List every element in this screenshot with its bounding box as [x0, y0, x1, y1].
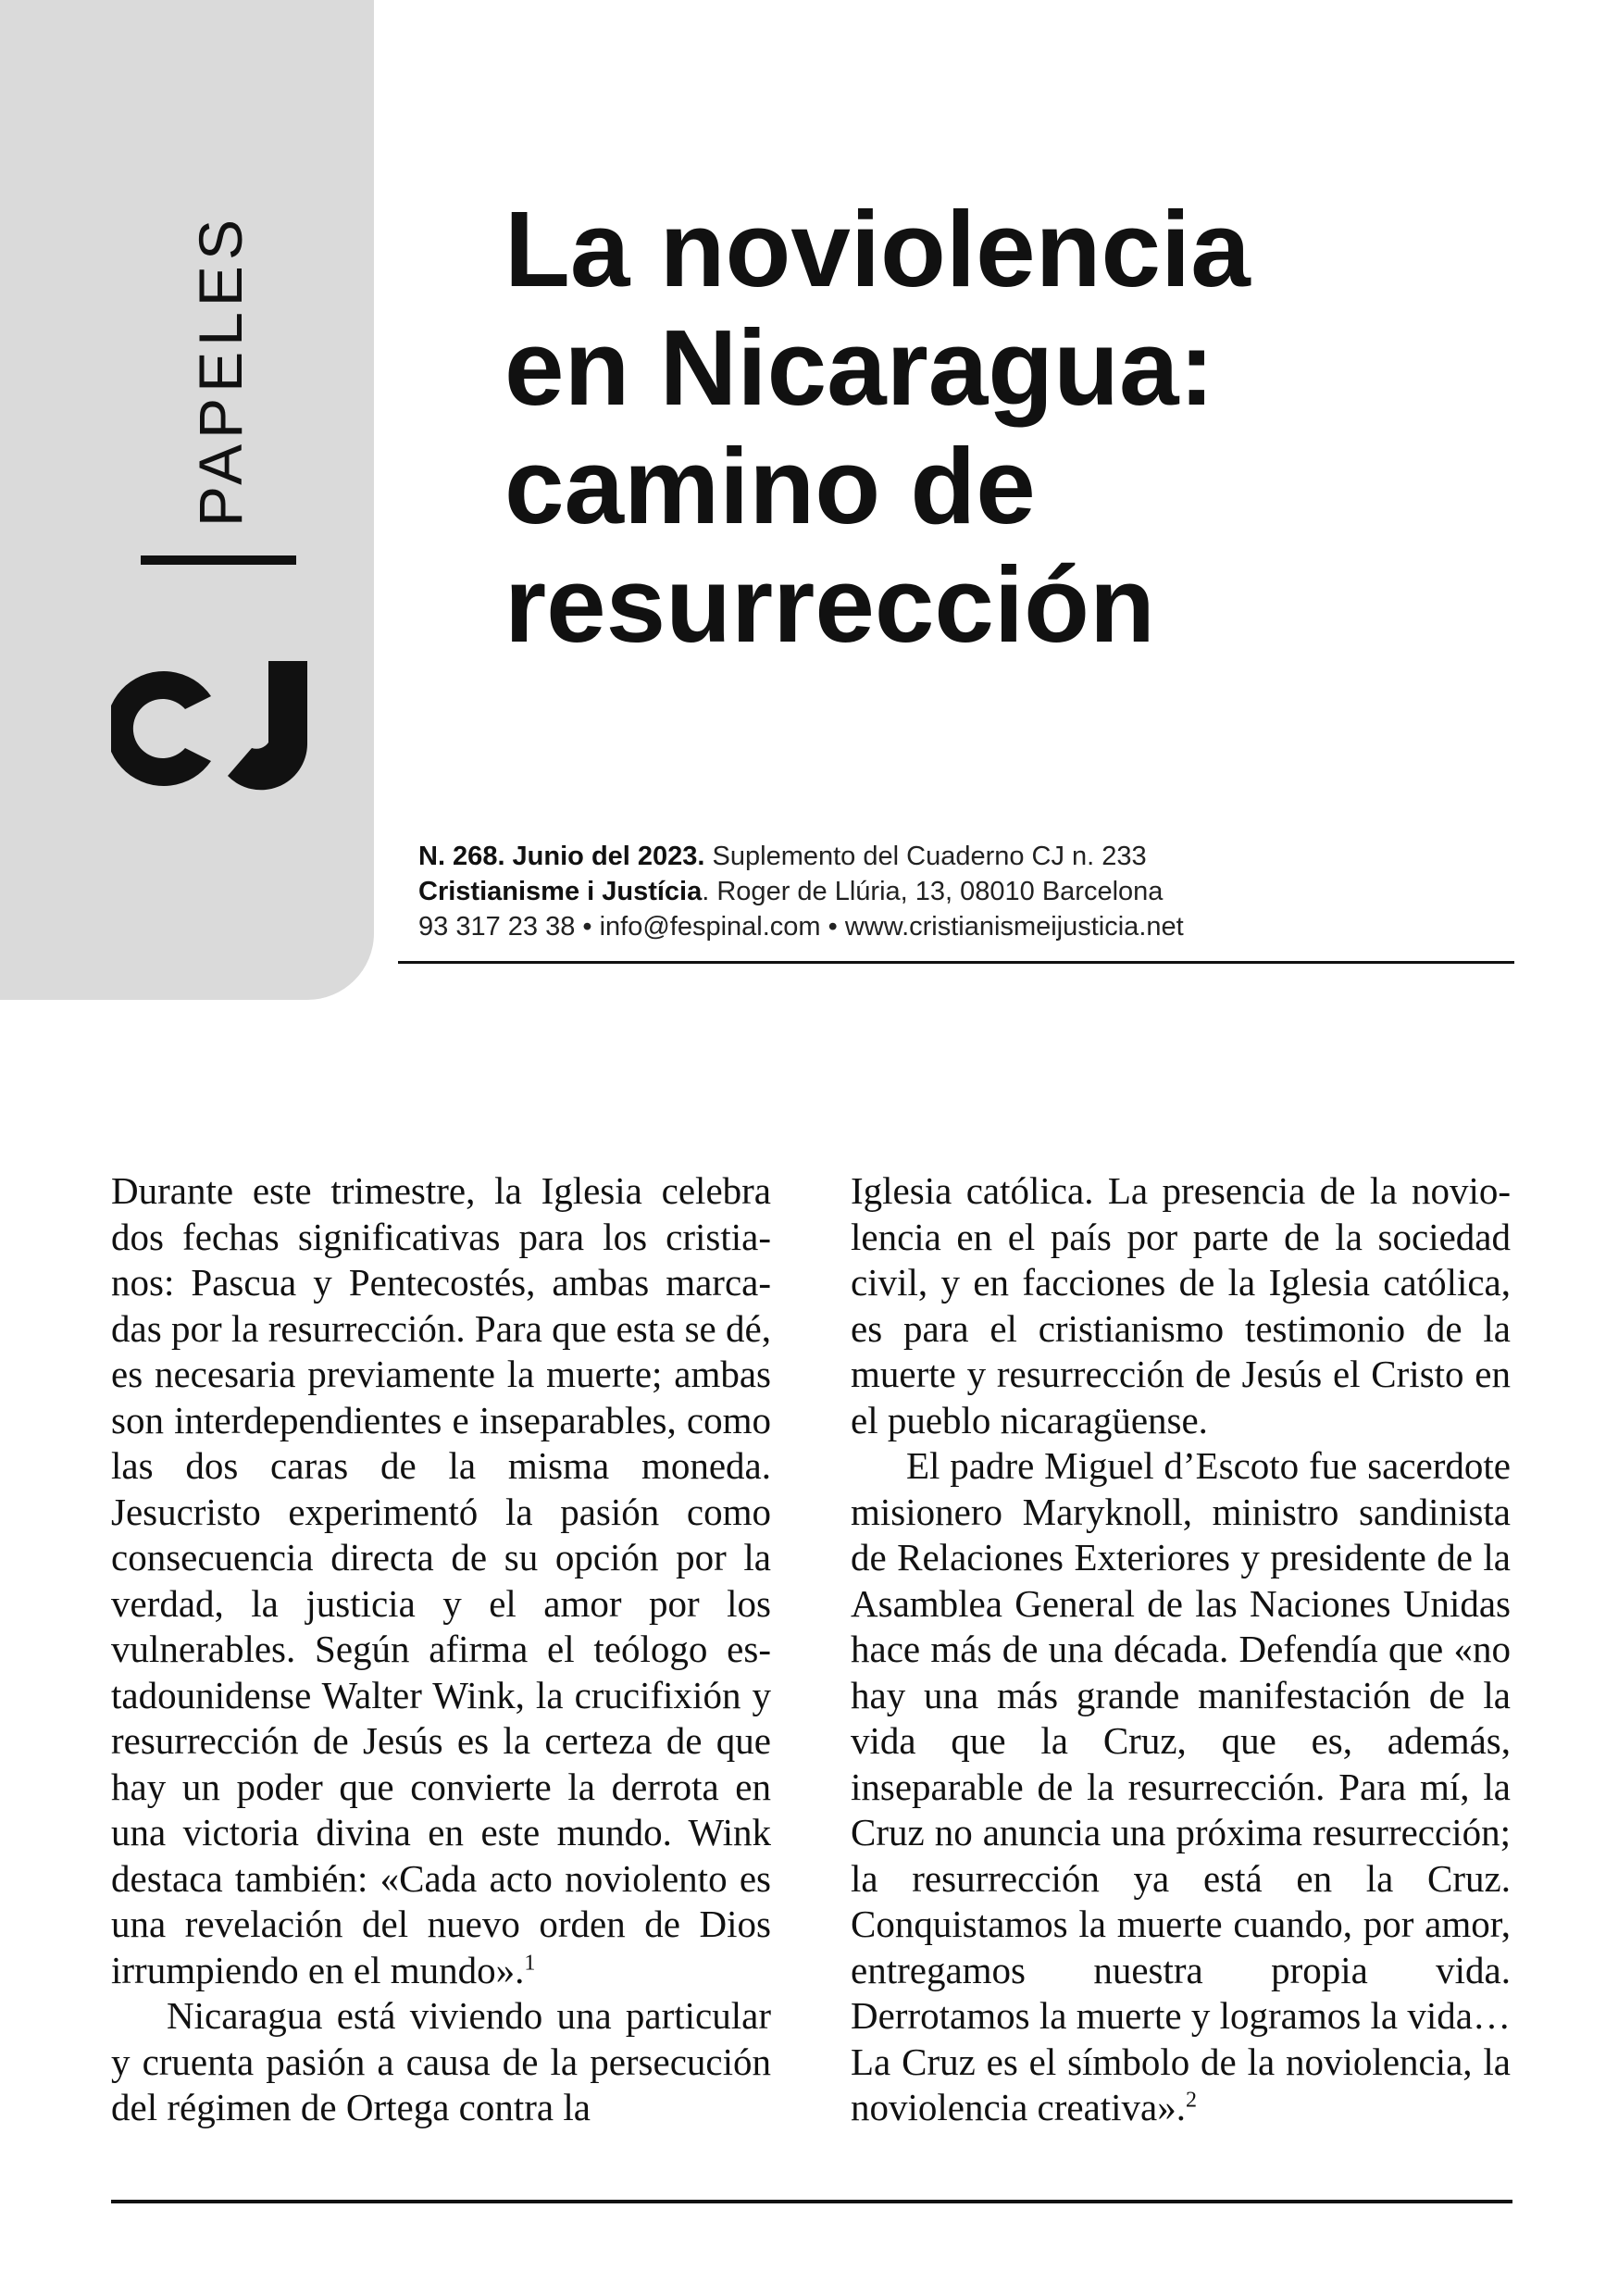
logo-letter-j [228, 661, 307, 790]
title-line: La noviolencia [504, 189, 1251, 309]
paragraph: Iglesia católica. La presencia de la noviolencia en el país por parte de la sociedad civil, y en facciones de la Iglesia católica, es para el cristianismo testimonio de la muerte y resurrección de Jesús el Cristo en el pueblo nicaragüense. [851, 1169, 1511, 1441]
paragraph [111, 1168, 771, 1993]
paragraph-text: Durante este trimestre, la Iglesia celebra dos fechas significativas para los cristianos: Pascua y Pentecostés, ambas marcadas por la resurrección. Para que esta se dé, es necesaria previamente la muerte; ambas son interdependientes e inseparables, como las dos caras de la misma moneda. Jesucristo experimentó la pasión como consecuencia directa de su opción por la verdad, la justicia y el amor por los vulnerables. Según afirma el teólogo estadounidense Walter Wink, la crucifixión y resurrección de Jesús es la certeza de que hay un poder que convierte la derrota en una victoria divina en este mundo. Wink destaca también: «Cada acto noviolento es una revelación del nuevo orden de Dios irrumpiendo en el mundo». [111, 1169, 771, 1991]
issue-number: N. 268. Junio del 2023. [418, 842, 705, 871]
logo-letter-c [111, 671, 211, 786]
publisher-name: Cristianisme i Justícia [418, 877, 703, 906]
title-line: resurrección [504, 544, 1155, 665]
footer-divider [111, 2200, 1512, 2203]
title-line: en Nicaragua: [504, 307, 1215, 428]
supplement-text: Suplemento del Cuaderno CJ n. 233 [704, 842, 1147, 871]
cj-logo [111, 659, 333, 798]
paragraph [851, 1443, 1511, 2131]
footnote-ref: 1 [524, 1950, 536, 1975]
series-label: PAPELES [186, 214, 255, 527]
paragraph-text: El padre Miguel d’Escoto fue sacerdote misionero Maryknoll, ministro sandinista de Relaciones Exteriores y presidente de la Asamblea General de las Naciones Unidas hace más de una década. Defendía que «no hay una más grande manifestación de la vida que la Cruz, que es, además, inseparable de la resurrección. Para mí, la Cruz no anuncia una próxima resurrección; la resurrección ya está en la Cruz. Conquistamos la muerte cuando, por amor, entregamos nuestra propia vida. Derrotamos la muerte y logramos la vida… La Cruz es el símbolo de la noviolencia, la noviolencia creativa». [851, 1444, 1511, 2128]
footnote-ref: 2 [1186, 2088, 1197, 2113]
meta-divider [398, 961, 1514, 964]
paragraph: Nicaragua está viviendo una particular y cruenta pasión a causa de la persecución del régimen de Ortega contra la [111, 1994, 771, 2128]
title-line: camino de [504, 426, 1036, 546]
publication-info [418, 839, 1511, 944]
page-title [504, 190, 1251, 664]
publisher-address: . Roger de Llúria, 13, 08010 Barcelona [702, 877, 1164, 906]
body-column-left [111, 1168, 771, 2131]
series-rule [141, 555, 296, 565]
publisher-line [418, 874, 1511, 909]
issue-line [418, 839, 1511, 874]
contact-line: 93 317 23 38 • info@fespinal.com • www.cristianismeijusticia.net [418, 912, 1184, 942]
body-column-right [851, 1168, 1511, 2131]
